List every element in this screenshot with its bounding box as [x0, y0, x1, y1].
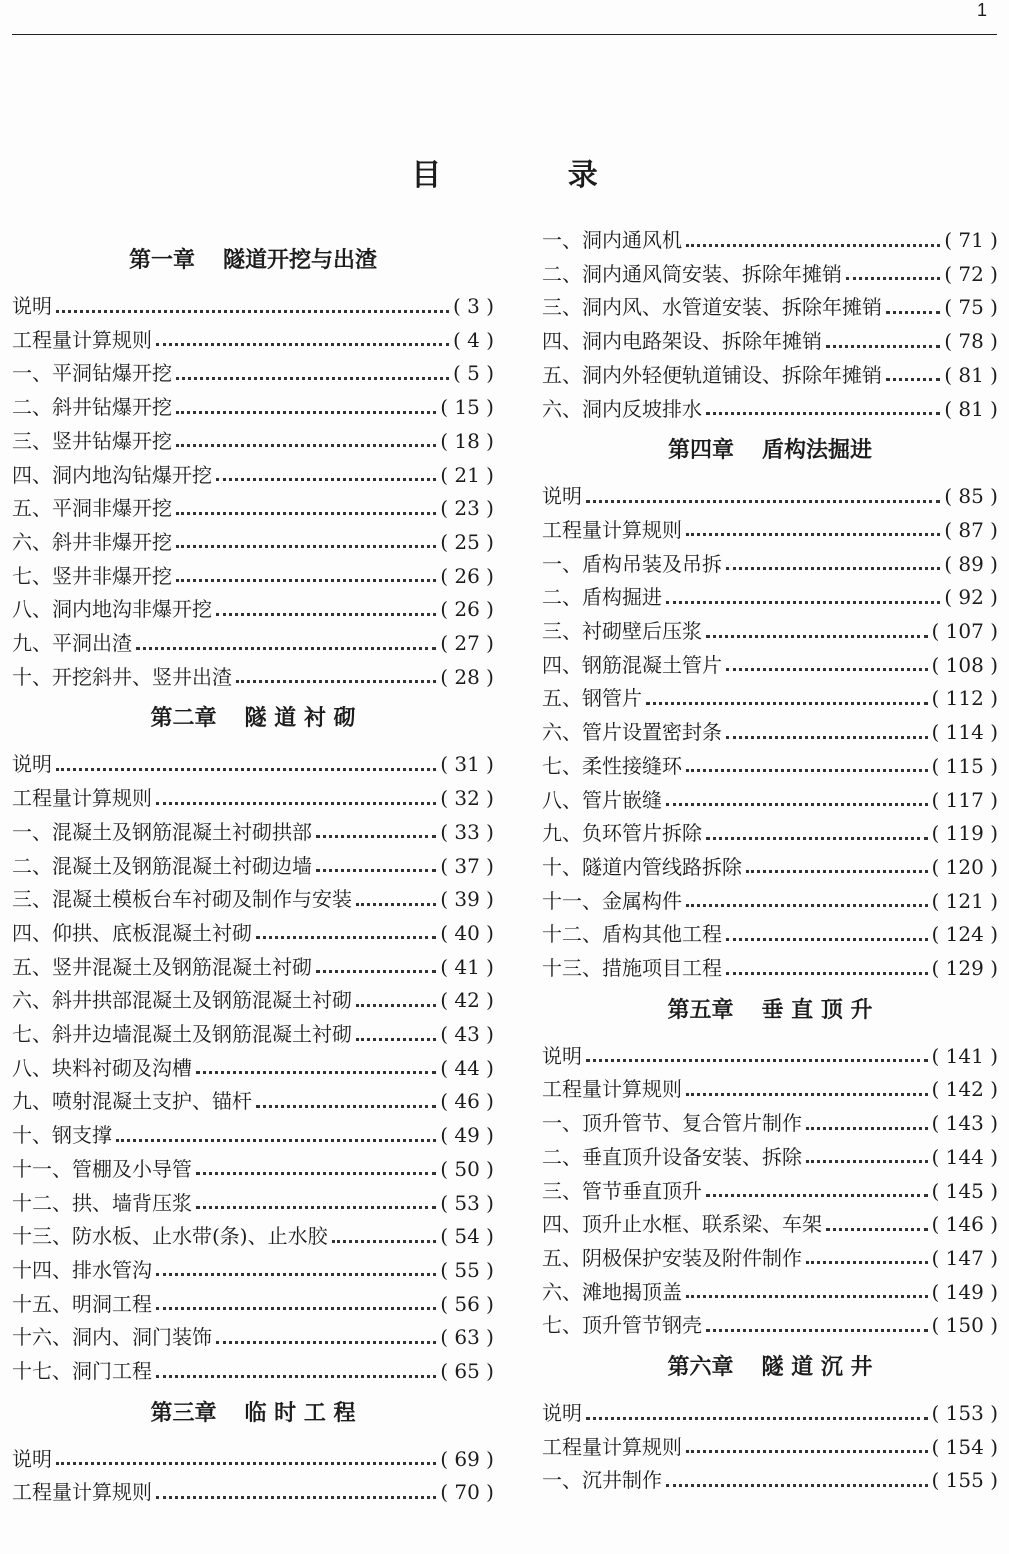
toc-entry-title: 十、隧道内管线路拆除	[542, 854, 742, 879]
toc-entry-title: 工程量计算规则	[12, 786, 152, 811]
dot-leader	[686, 533, 940, 536]
toc-entry-title: 二、洞内通风筒安装、拆除年摊销	[542, 261, 842, 286]
toc-entry[interactable]	[12, 815, 494, 849]
toc-entry[interactable]	[542, 749, 998, 783]
dot-leader	[846, 277, 940, 280]
dot-leader	[156, 1375, 436, 1378]
dot-leader	[806, 1127, 928, 1130]
dot-leader	[196, 1172, 436, 1175]
toc-entry-page: ( 85 )	[944, 484, 998, 509]
toc-entry-page: ( 69 )	[440, 1446, 494, 1471]
dot-leader	[136, 647, 436, 650]
chapter-name: 隧 道 衬 砌	[244, 705, 356, 732]
dot-leader	[706, 412, 940, 415]
dot-leader	[726, 938, 928, 941]
toc-entry-page: ( 43 )	[440, 1022, 494, 1046]
toc-entry-page: ( 147 )	[931, 1245, 998, 1270]
chapter-heading	[12, 701, 494, 735]
toc-entry-title: 七、斜井边墙混凝土及钢筋混凝土衬砌	[12, 1022, 352, 1046]
dot-leader	[666, 1484, 928, 1487]
toc-entry-title: 七、顶升管节钢壳	[542, 1313, 702, 1338]
toc-entry-page: ( 23 )	[440, 496, 494, 521]
dot-leader	[806, 1261, 928, 1264]
dot-leader	[332, 1240, 437, 1243]
toc-title: 目 录	[411, 158, 656, 193]
toc-entry-title: 工程量计算规则	[542, 517, 682, 542]
dot-leader	[886, 378, 940, 381]
toc-entry-page: ( 27 )	[440, 631, 494, 655]
toc-entry-page: ( 65 )	[440, 1359, 494, 1383]
chapter-number: 第六章	[667, 1354, 734, 1380]
toc-entry[interactable]	[12, 626, 494, 660]
toc-entry[interactable]	[542, 358, 998, 392]
toc-entry-title: 六、斜井非爆开挖	[12, 529, 172, 554]
page-number: 1	[976, 0, 987, 20]
dot-leader	[586, 1059, 928, 1062]
dot-leader	[686, 244, 940, 247]
toc-entry-title: 十一、管棚及小导管	[12, 1156, 192, 1181]
chapter-name: 隧道开挖与出渣	[223, 247, 378, 273]
toc-entry-page: ( 112 )	[931, 686, 998, 711]
toc-entry-title: 二、斜井钻爆开挖	[12, 395, 172, 420]
toc-entry-title: 四、仰拱、底板混凝土衬砌	[12, 920, 252, 945]
toc-entry-title: 二、盾构掘进	[542, 585, 662, 610]
toc-entry-page: ( 155 )	[931, 1468, 998, 1493]
chapter-number: 第五章	[667, 996, 734, 1023]
toc-entry-title: 四、钢筋混凝土管片	[542, 652, 722, 677]
toc-entry-page: ( 31 )	[440, 752, 494, 777]
header-rule	[12, 34, 997, 35]
toc-entry-title: 二、混凝土及钢筋混凝土衬砌边墙	[12, 853, 312, 878]
dot-leader	[256, 936, 436, 939]
dot-leader	[156, 1307, 436, 1310]
toc-entry-title: 说明	[542, 484, 582, 509]
toc-entry-page: ( 26 )	[440, 597, 494, 622]
dot-leader	[176, 579, 436, 582]
toc-entry[interactable]	[542, 1072, 998, 1106]
chapter-heading	[542, 433, 998, 467]
toc-entry[interactable]	[542, 1106, 998, 1140]
toc-entry-page: ( 56 )	[440, 1291, 494, 1316]
dot-leader	[806, 1160, 928, 1163]
toc-entry[interactable]	[542, 1275, 998, 1309]
dot-leader	[666, 803, 928, 806]
toc-entry-page: ( 44 )	[440, 1055, 494, 1080]
dot-leader	[356, 1038, 436, 1041]
toc-entry-page: ( 75 )	[944, 295, 998, 320]
toc-entry-page: ( 153 )	[931, 1401, 998, 1425]
toc-entry[interactable]	[542, 479, 998, 513]
dot-leader	[706, 837, 928, 840]
dot-leader	[666, 601, 940, 604]
toc-entry[interactable]	[542, 290, 998, 324]
toc-entry-title: 三、洞内风、水管道安装、拆除年摊销	[542, 295, 882, 320]
dot-leader	[176, 545, 436, 548]
dot-leader	[706, 1194, 928, 1197]
toc-entry[interactable]	[542, 1308, 998, 1342]
chapter-name: 盾构法掘进	[762, 437, 873, 464]
toc-entry[interactable]	[542, 816, 998, 850]
dot-leader	[176, 377, 449, 380]
toc-entry-page: ( 78 )	[944, 329, 998, 354]
dot-leader	[356, 1004, 436, 1007]
toc-entry-title: 一、顶升管节、复合管片制作	[542, 1111, 802, 1136]
toc-entry-title: 十二、盾构其他工程	[542, 922, 722, 947]
toc-entry[interactable]	[542, 1430, 998, 1464]
dot-leader	[646, 702, 928, 705]
toc-entry-title: 十二、拱、墙背压浆	[12, 1190, 192, 1215]
toc-entry[interactable]	[542, 547, 998, 581]
toc-entry-page: ( 54 )	[440, 1224, 494, 1249]
dot-leader	[356, 903, 436, 906]
toc-entry[interactable]	[12, 1253, 494, 1287]
toc-entry-title: 五、钢管片	[542, 686, 642, 711]
toc-entry[interactable]	[12, 458, 494, 492]
toc-entry-page: ( 32 )	[440, 786, 494, 811]
toc-entry[interactable]	[12, 424, 494, 458]
toc-entry[interactable]	[12, 1287, 494, 1321]
toc-entry[interactable]	[542, 392, 998, 426]
toc-entry-page: ( 26 )	[440, 563, 494, 588]
toc-entry[interactable]	[542, 257, 998, 291]
dot-leader	[176, 411, 436, 414]
toc-entry-title: 三、衬砌壁后压浆	[542, 619, 702, 643]
toc-entry[interactable]	[12, 1475, 494, 1509]
toc-entry-page: ( 149 )	[931, 1279, 998, 1304]
toc-entry[interactable]	[12, 323, 494, 357]
chapter-heading	[542, 993, 998, 1027]
toc-entry-page: ( 124 )	[931, 922, 998, 947]
toc-entry[interactable]	[12, 1152, 494, 1186]
dot-leader	[726, 736, 928, 739]
toc-entry[interactable]	[12, 525, 494, 559]
toc-entry-page: ( 92 )	[944, 585, 998, 610]
toc-entry[interactable]	[542, 324, 998, 358]
toc-entry-title: 二、垂直顶升设备安装、拆除	[542, 1144, 802, 1169]
toc-entry[interactable]	[542, 681, 998, 715]
dot-leader	[316, 869, 436, 872]
dot-leader	[706, 635, 928, 638]
toc-entry-page: ( 4 )	[452, 327, 494, 352]
toc-entry-page: ( 3 )	[452, 294, 494, 318]
toc-entry[interactable]	[542, 648, 998, 682]
toc-entry-page: ( 121 )	[931, 888, 998, 913]
toc-entry[interactable]	[12, 592, 494, 626]
dot-leader	[726, 567, 940, 570]
toc-entry-title: 四、洞内地沟钻爆开挖	[12, 462, 212, 487]
toc-entry-title: 说明	[542, 1043, 582, 1068]
toc-entry-title: 工程量计算规则	[12, 327, 152, 352]
toc-entry-page: ( 53 )	[440, 1190, 494, 1215]
toc-entry[interactable]	[542, 1140, 998, 1174]
chapter-number: 第四章	[667, 437, 734, 464]
toc-entry-title: 十三、措施项目工程	[542, 956, 722, 980]
toc-entry-title: 四、洞内电路架设、拆除年摊销	[542, 329, 822, 354]
toc-entry-page: ( 55 )	[440, 1257, 494, 1282]
toc-entry-title: 五、洞内外轻便轨道铺设、拆除年摊销	[542, 362, 882, 387]
toc-entry[interactable]	[12, 781, 494, 815]
dot-leader	[686, 1295, 928, 1298]
toc-entry-title: 说明	[12, 752, 52, 777]
toc-entry-page: ( 120 )	[931, 854, 998, 879]
toc-entry-page: ( 33 )	[440, 819, 494, 844]
toc-entry[interactable]	[542, 951, 998, 985]
toc-entry[interactable]	[12, 289, 494, 323]
toc-entry-title: 一、混凝土及钢筋混凝土衬砌拱部	[12, 819, 312, 844]
toc-entry[interactable]	[12, 950, 494, 984]
toc-entry-page: ( 87 )	[944, 517, 998, 542]
toc-entry-page: ( 81 )	[944, 396, 998, 421]
toc-entry[interactable]	[12, 1017, 494, 1051]
toc-entry-page: ( 115 )	[931, 753, 998, 778]
toc-entry-title: 说明	[12, 294, 52, 318]
toc-entry-title: 五、平洞非爆开挖	[12, 496, 172, 521]
toc-entry-page: ( 72 )	[944, 261, 998, 286]
toc-entry[interactable]	[542, 917, 998, 951]
toc-entry[interactable]	[542, 1207, 998, 1241]
toc-entry-title: 十四、排水管沟	[12, 1257, 152, 1282]
dot-leader	[156, 1496, 436, 1499]
toc-entry[interactable]	[12, 491, 494, 525]
toc-entry-page: ( 144 )	[931, 1144, 998, 1169]
chapter-number: 第一章	[128, 247, 195, 273]
dot-leader	[316, 835, 436, 838]
dot-leader	[56, 310, 449, 313]
toc-entry[interactable]	[12, 1320, 494, 1354]
toc-entry[interactable]	[12, 882, 494, 916]
dot-leader	[56, 768, 436, 771]
dot-leader	[706, 1329, 928, 1332]
dot-leader	[726, 668, 928, 671]
toc-entry[interactable]	[12, 849, 494, 883]
toc-entry[interactable]	[542, 1241, 998, 1275]
toc-entry-title: 四、顶升止水框、联系梁、车架	[542, 1212, 822, 1237]
toc-entry-title: 说明	[12, 1446, 52, 1471]
toc-entry-page: ( 107 )	[931, 619, 998, 643]
toc-entry-title: 七、竖井非爆开挖	[12, 563, 172, 588]
toc-entry-title: 六、洞内反坡排水	[542, 396, 702, 421]
toc-entry-title: 十三、防水板、止水带(条)、止水胶	[12, 1224, 328, 1249]
toc-entry[interactable]	[542, 850, 998, 884]
toc-entry[interactable]	[542, 783, 998, 817]
toc-entry-title: 六、滩地揭顶盖	[542, 1279, 682, 1304]
toc-entry[interactable]	[542, 1174, 998, 1208]
dot-leader	[116, 1139, 436, 1142]
toc-entry-title: 工程量计算规则	[542, 1077, 682, 1102]
toc-entry[interactable]	[542, 715, 998, 749]
toc-entry[interactable]	[542, 1463, 998, 1497]
toc-entry-title: 八、洞内地沟非爆开挖	[12, 597, 212, 622]
toc-entry[interactable]	[12, 559, 494, 593]
toc-entry-title: 说明	[542, 1401, 582, 1425]
dot-leader	[686, 769, 928, 772]
toc-entry[interactable]	[12, 747, 494, 781]
toc-entry-title: 十一、金属构件	[542, 888, 682, 913]
toc-entry[interactable]	[542, 614, 998, 648]
toc-entry-title: 八、块料衬砌及沟槽	[12, 1055, 192, 1080]
toc-entry-title: 三、竖井钻爆开挖	[12, 428, 172, 453]
toc-entry[interactable]	[542, 580, 998, 614]
dot-leader	[316, 970, 436, 973]
toc-entry-page: ( 18 )	[440, 428, 494, 453]
toc-entry-page: ( 46 )	[440, 1089, 494, 1114]
dot-leader	[176, 444, 436, 447]
toc-entry-page: ( 119 )	[931, 821, 998, 846]
toc-entry-page: ( 71 )	[944, 228, 998, 252]
toc-entry-page: ( 49 )	[440, 1123, 494, 1148]
chapter-name: 隧 道 沉 井	[761, 1354, 873, 1380]
chapter-heading	[12, 1396, 494, 1430]
toc-entry-title: 十五、明洞工程	[12, 1291, 152, 1316]
toc-entry-title: 七、柔性接缝环	[542, 753, 682, 778]
dot-leader	[686, 1093, 928, 1096]
toc-entry-page: ( 117 )	[931, 787, 998, 812]
chapter-name: 垂 直 顶 升	[761, 996, 873, 1023]
toc-entry-page: ( 15 )	[440, 395, 494, 420]
toc-entry-title: 九、负环管片拆除	[542, 821, 702, 846]
toc-entry-page: ( 42 )	[440, 988, 494, 1013]
toc-entry-title: 工程量计算规则	[542, 1434, 682, 1459]
chapter-number: 第二章	[150, 705, 217, 732]
dot-leader	[216, 1341, 436, 1344]
toc-entry-title: 十六、洞内、洞门装饰	[12, 1325, 212, 1350]
toc-entry[interactable]	[12, 1051, 494, 1085]
toc-entry-page: ( 5 )	[452, 361, 494, 386]
dot-leader	[586, 500, 940, 503]
toc-entry-page: ( 41 )	[440, 954, 494, 979]
toc-entry[interactable]	[542, 1396, 998, 1430]
toc-entry-title: 三、管节垂直顶升	[542, 1178, 702, 1203]
dot-leader	[56, 1462, 436, 1465]
toc-entry-page: ( 81 )	[944, 362, 998, 387]
toc-entry-page: ( 108 )	[931, 652, 998, 677]
dot-leader	[216, 613, 436, 616]
dot-leader	[156, 802, 436, 805]
toc-entry-title: 六、斜井拱部混凝土及钢筋混凝土衬砌	[12, 988, 352, 1013]
toc-entry[interactable]	[12, 1186, 494, 1220]
toc-entry-page: ( 25 )	[440, 529, 494, 554]
toc-entry-title: 一、洞内通风机	[542, 228, 682, 252]
dot-leader	[236, 680, 436, 683]
toc-entry-page: ( 143 )	[931, 1111, 998, 1136]
toc-entry[interactable]	[542, 884, 998, 918]
dot-leader	[156, 343, 449, 346]
toc-entry[interactable]	[12, 390, 494, 424]
toc-entry[interactable]	[542, 513, 998, 547]
toc-entry-page: ( 145 )	[931, 1178, 998, 1203]
toc-entry-page: ( 50 )	[440, 1156, 494, 1181]
toc-entry-title: 十七、洞门工程	[12, 1359, 152, 1383]
toc-entry-page: ( 21 )	[440, 462, 494, 487]
dot-leader	[746, 870, 928, 873]
dot-leader	[826, 1228, 928, 1231]
toc-entry-page: ( 63 )	[440, 1325, 494, 1350]
toc-entry-page: ( 141 )	[931, 1043, 998, 1068]
dot-leader	[686, 904, 928, 907]
dot-leader	[826, 345, 940, 348]
chapter-heading	[12, 243, 494, 277]
toc-entry-title: 三、混凝土模板台车衬砌及制作与安装	[12, 887, 352, 912]
toc-entry[interactable]	[12, 1219, 494, 1253]
toc-entry-page: ( 146 )	[931, 1212, 998, 1237]
dot-leader	[156, 1273, 436, 1276]
toc-entry-page: ( 150 )	[931, 1313, 998, 1338]
toc-entry[interactable]	[12, 1354, 494, 1388]
toc-entry-page: ( 70 )	[440, 1480, 494, 1505]
toc-entry[interactable]	[542, 1039, 998, 1073]
dot-leader	[686, 1450, 928, 1453]
toc-entry[interactable]	[542, 223, 998, 257]
toc-entry-title: 一、平洞钻爆开挖	[12, 361, 172, 386]
dot-leader	[196, 1206, 436, 1209]
dot-leader	[196, 1071, 436, 1074]
toc-entry-title: 十、开挖斜井、竖井出渣	[12, 664, 232, 689]
toc-entry-page: ( 114 )	[931, 720, 998, 745]
dot-leader	[176, 512, 436, 515]
toc-entry-page: ( 89 )	[944, 551, 998, 576]
dot-leader	[216, 478, 436, 481]
chapter-number: 第三章	[150, 1399, 217, 1426]
dot-leader	[726, 972, 928, 975]
toc-entry-page: ( 37 )	[440, 853, 494, 878]
toc-entry[interactable]	[12, 1084, 494, 1118]
toc-entry-page: ( 142 )	[931, 1077, 998, 1102]
toc-entry-page: ( 154 )	[931, 1434, 998, 1459]
toc-entry-title: 一、沉井制作	[542, 1468, 662, 1493]
toc-entry[interactable]	[12, 983, 494, 1017]
toc-entry[interactable]	[12, 1442, 494, 1476]
toc-entry-page: ( 39 )	[440, 887, 494, 912]
dot-leader	[256, 1105, 436, 1108]
toc-entry-title: 八、管片嵌缝	[542, 787, 662, 812]
toc-entry[interactable]	[12, 356, 494, 390]
toc-entry-title: 一、盾构吊装及吊拆	[542, 551, 722, 576]
toc-entry-page: ( 28 )	[440, 664, 494, 689]
toc-entry[interactable]	[12, 660, 494, 694]
toc-entry-page: ( 40 )	[440, 920, 494, 945]
toc-entry-title: 工程量计算规则	[12, 1480, 152, 1505]
dot-leader	[586, 1417, 928, 1420]
toc-entry-title: 五、竖井混凝土及钢筋混凝土衬砌	[12, 954, 312, 979]
toc-entry-page: ( 129 )	[931, 956, 998, 980]
chapter-name: 临 时 工 程	[244, 1399, 356, 1426]
toc-entry-title: 六、管片设置密封条	[542, 720, 722, 745]
toc-entry[interactable]	[12, 1118, 494, 1152]
toc-entry[interactable]	[12, 916, 494, 950]
toc-entry-title: 九、平洞出渣	[12, 631, 132, 655]
toc-entry-title: 九、喷射混凝土支护、锚杆	[12, 1089, 252, 1114]
toc-entry-title: 十、钢支撑	[12, 1123, 112, 1148]
chapter-heading	[542, 1350, 998, 1384]
toc-entry-title: 五、阴极保护安装及附件制作	[542, 1245, 802, 1270]
dot-leader	[886, 311, 940, 314]
